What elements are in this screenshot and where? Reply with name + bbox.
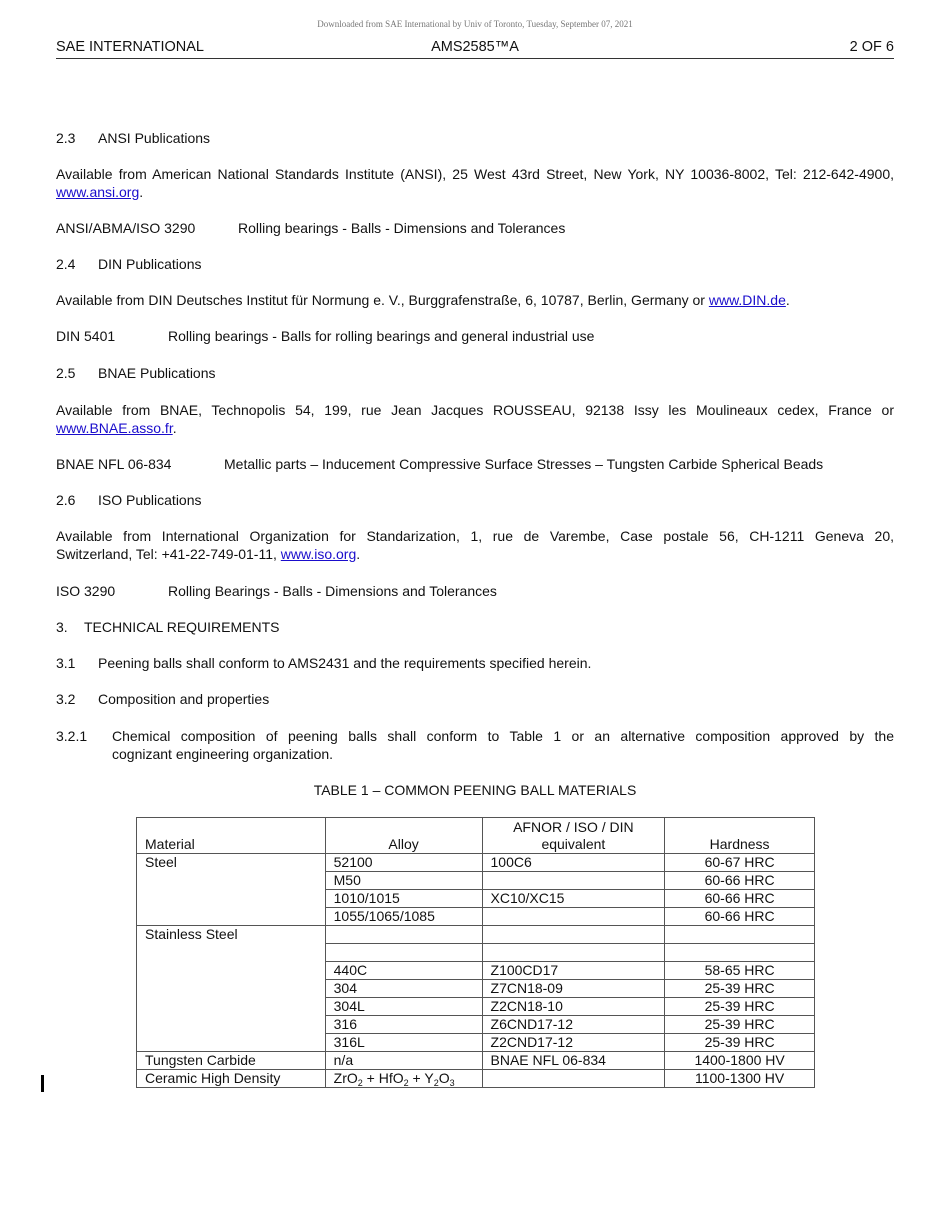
alloy-cell <box>325 944 482 962</box>
table-row <box>137 854 815 872</box>
formula-part: + HfO <box>362 1070 404 1086</box>
section-title: BNAE Publications <box>98 365 216 381</box>
equivalent-cell <box>482 926 665 944</box>
formula-part: 2 <box>357 1078 363 1088</box>
section-text: Composition and properties <box>98 691 270 707</box>
alloy-cell: 304 <box>325 980 482 998</box>
availability-text-body: Available from DIN Deutsches Institut für Normung e. V., Burggrafenstraße, 6, 10787, Berlin, Germany or <box>56 292 709 308</box>
hardness-cell: 25-39 HRC <box>665 1034 815 1052</box>
header-material: Material <box>137 818 326 854</box>
iso-link[interactable]: www.iso.org <box>280 546 357 562</box>
hardness-cell: 25-39 HRC <box>665 998 815 1016</box>
section-number: 3.2.1 <box>56 728 88 744</box>
equivalent-cell: BNAE NFL 06-834 <box>482 1052 665 1070</box>
formula-part: O <box>438 1070 450 1086</box>
period: . <box>139 184 144 200</box>
availability-line2 <box>56 183 143 201</box>
material-cell <box>137 980 326 998</box>
material-cell <box>137 872 326 890</box>
alloy-cell <box>325 1070 482 1088</box>
availability-line2 <box>56 419 177 437</box>
formula-part: + Y <box>408 1070 434 1086</box>
availability-line2 <box>56 545 360 563</box>
alloy-cell: 316L <box>325 1034 482 1052</box>
section-number: 3. <box>56 619 68 635</box>
ansi-link[interactable]: www.ansi.org <box>56 184 140 200</box>
reference-title: Rolling Bearings - Balls - Dimensions and Tolerances <box>168 583 497 599</box>
hardness-cell: 60-67 HRC <box>665 854 815 872</box>
alloy-cell: 304L <box>325 998 482 1016</box>
alloy-cell: 440C <box>325 962 482 980</box>
availability-text: Available from International Organization for Standarization, 1, rue de Varembe, Case postale 56, CH-1211 Geneva 20, <box>56 528 894 544</box>
equivalent-cell: XC10/XC15 <box>482 890 665 908</box>
hardness-cell: 25-39 HRC <box>665 980 815 998</box>
formula-part: 2 <box>433 1078 439 1088</box>
availability-text-body: Switzerland, Tel: +41-22-749-01-11, <box>56 546 281 562</box>
table-row <box>137 908 815 926</box>
header-alloy: Alloy <box>325 818 482 854</box>
table-row <box>137 872 815 890</box>
hardness-cell: 58-65 HRC <box>665 962 815 980</box>
hardness-cell: 25-39 HRC <box>665 1016 815 1034</box>
material-cell <box>137 908 326 926</box>
section-number: 2.6 <box>56 492 76 508</box>
alloy-cell: 1010/1015 <box>325 890 482 908</box>
table-row <box>137 1052 815 1070</box>
header-equivalent <box>482 818 665 854</box>
material-cell <box>137 890 326 908</box>
equivalent-cell: Z7CN18-09 <box>482 980 665 998</box>
equivalent-cell <box>482 944 665 962</box>
table-row <box>137 890 815 908</box>
alloy-cell: 52100 <box>325 854 482 872</box>
table-caption: TABLE 1 – COMMON PEENING BALL MATERIALS <box>313 782 637 798</box>
header-page-number: 2 OF 6 <box>849 39 894 55</box>
table-row <box>137 944 815 962</box>
table-row <box>137 998 815 1016</box>
section-title: ISO Publications <box>98 492 202 508</box>
header-doc-id: AMS2585™A <box>431 39 519 55</box>
section-number: 2.5 <box>56 365 76 381</box>
reference-title: Metallic parts – Inducement Compressive Surface Stresses – Tungsten Carbide Spherical Beads <box>224 456 824 472</box>
material-cell <box>137 1034 326 1052</box>
availability-text <box>56 291 790 309</box>
formula-part: 3 <box>449 1078 455 1088</box>
material-cell <box>137 1016 326 1034</box>
equivalent-cell <box>482 872 665 890</box>
section-text-line2: cognizant engineering organization. <box>112 746 334 762</box>
alloy-cell: 316 <box>325 1016 482 1034</box>
table-row <box>137 1016 815 1034</box>
hardness-cell <box>665 926 815 944</box>
table-row <box>137 962 815 980</box>
section-title: TECHNICAL REQUIREMENTS <box>84 619 280 635</box>
section-title: ANSI Publications <box>98 130 211 146</box>
materials-table <box>136 817 815 1088</box>
section-title: DIN Publications <box>98 256 202 272</box>
material-cell <box>137 944 326 962</box>
equivalent-cell: Z2CND17-12 <box>482 1034 665 1052</box>
material-cell: Ceramic High Density <box>137 1070 326 1088</box>
section-number: 2.4 <box>56 256 76 272</box>
material-cell: Steel <box>137 854 326 872</box>
hardness-cell: 1400-1800 HV <box>665 1052 815 1070</box>
header-equivalent-line1: AFNOR / ISO / DIN <box>513 819 634 835</box>
hardness-cell <box>665 944 815 962</box>
hardness-cell: 60-66 HRC <box>665 872 815 890</box>
material-cell <box>137 962 326 980</box>
table-header-row <box>137 818 815 854</box>
formula-part: ZrO <box>333 1070 358 1086</box>
hardness-cell: 60-66 HRC <box>665 890 815 908</box>
reference-title: Rolling bearings - Balls - Dimensions and Tolerances <box>238 220 566 236</box>
header-hardness: Hardness <box>665 818 815 854</box>
change-bar <box>41 1075 44 1092</box>
header-rule <box>56 58 894 59</box>
material-cell: Tungsten Carbide <box>137 1052 326 1070</box>
equivalent-cell: Z2CN18-10 <box>482 998 665 1016</box>
header-publisher: SAE INTERNATIONAL <box>56 39 204 55</box>
equivalent-cell: 100C6 <box>482 854 665 872</box>
alloy-cell: 1055/1065/1085 <box>325 908 482 926</box>
alloy-cell: n/a <box>325 1052 482 1070</box>
section-text: Chemical composition of peening balls shall conform to Table 1 or an alternative composition approved by the <box>112 728 894 744</box>
formula-part: 2 <box>403 1078 409 1088</box>
reference-title: Rolling bearings - Balls for rolling bearings and general industrial use <box>168 328 595 344</box>
equivalent-cell <box>482 1070 665 1088</box>
hardness-cell: 60-66 HRC <box>665 908 815 926</box>
din-link[interactable]: www.DIN.de <box>708 292 786 308</box>
table-row <box>137 926 815 944</box>
material-cell: Stainless Steel <box>137 926 326 944</box>
reference-id: BNAE NFL 06-834 <box>56 456 172 472</box>
section-number: 3.1 <box>56 655 76 671</box>
period: . <box>785 292 790 308</box>
alloy-cell <box>325 926 482 944</box>
availability-text: Available from BNAE, Technopolis 54, 199, rue Jean Jacques ROUSSEAU, 92138 Issy les Moulineaux cedex, France or <box>56 402 894 418</box>
download-notice: Downloaded from SAE International by Univ of Toronto, Tuesday, September 07, 2021 <box>317 19 633 29</box>
section-number: 3.2 <box>56 691 76 707</box>
bnae-link[interactable]: www.BNAE.asso.fr <box>56 420 173 436</box>
availability-text: Available from American National Standards Institute (ANSI), 25 West 43rd Street, New York, NY 10036-8002, Tel: 212-642-4900, <box>56 166 894 182</box>
material-cell <box>137 998 326 1016</box>
reference-id: DIN 5401 <box>56 328 116 344</box>
period: . <box>356 546 361 562</box>
table-row <box>137 980 815 998</box>
hardness-cell: 1100-1300 HV <box>665 1070 815 1088</box>
equivalent-cell: Z100CD17 <box>482 962 665 980</box>
section-text: Peening balls shall conform to AMS2431 and the requirements specified herein. <box>98 655 592 671</box>
table-row <box>137 1070 815 1088</box>
equivalent-cell: Z6CND17-12 <box>482 1016 665 1034</box>
equivalent-cell <box>482 908 665 926</box>
table-row <box>137 1034 815 1052</box>
period: . <box>172 420 177 436</box>
reference-id: ISO 3290 <box>56 583 116 599</box>
reference-id: ANSI/ABMA/ISO 3290 <box>56 220 196 236</box>
alloy-cell: M50 <box>325 872 482 890</box>
section-number: 2.3 <box>56 130 76 146</box>
header-equivalent-line2: equivalent <box>541 836 606 852</box>
